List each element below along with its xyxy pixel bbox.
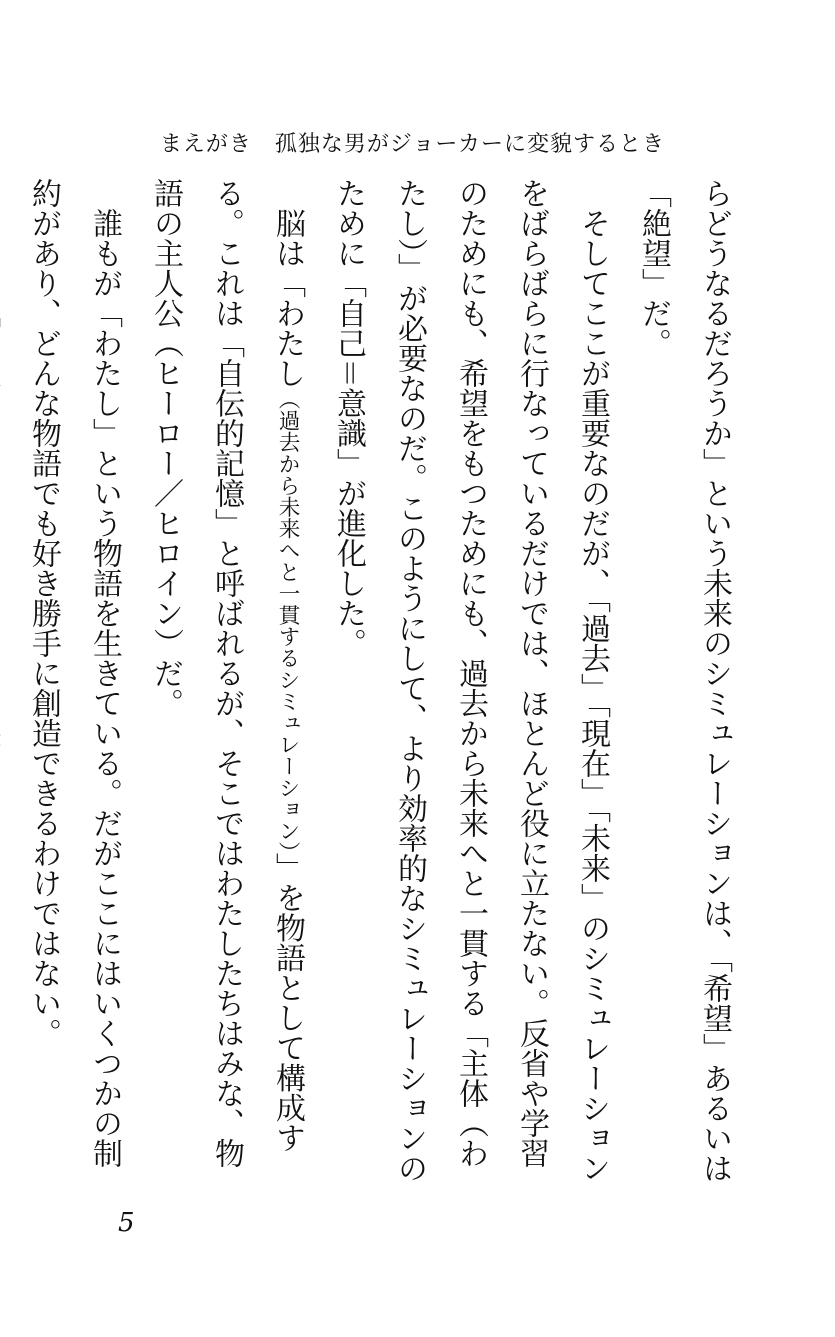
- paragraph: [135, 178, 318, 1188]
- paragraph-text: 脳は「わたし: [270, 208, 305, 388]
- paragraph-text: そしてここが重要なのだが、「過去」「現在」「未来」のシミュレーションをばらばらに行なっているだけでは、ほとんど役に立たない。反省や学習のためにも、希望をもつためにも、過去から未来へと一貫する「主体（わたし）」が必要なのだ。このようにして、より効率的なシミュレーションのために「自己＝意識」が進化した。: [331, 178, 610, 1183]
- paragraph: [13, 178, 135, 1188]
- paragraph: [318, 178, 623, 1188]
- body-text: [26, 178, 745, 1188]
- paragraph: [0, 178, 13, 1188]
- paragraph-text: らどうなるだろうか」という未来のシミュレーションは、「希望」あるいは「絶望」だ。: [636, 178, 732, 1183]
- running-head: まえがき 孤独な男がジョーカーに変貌するとき: [159, 132, 665, 157]
- page-number: 5: [118, 1208, 135, 1238]
- paragraph-text: 」を物語として構成する。これは「自伝的記憶」と呼ばれるが、そこではわたしたちはみな、物語の主人公（ヒーロー／ヒロイン）だ。: [148, 178, 305, 1168]
- paragraph-text: 誰もが「わたし」という物語を生きている。だがここにはいくつかの制約があり、どんな物語でも好き勝手に創造できるわけではない。: [26, 178, 122, 1168]
- inline-note: （過去から未来へと一貫するシミュレーション）: [275, 388, 300, 853]
- paragraph: [623, 178, 745, 1188]
